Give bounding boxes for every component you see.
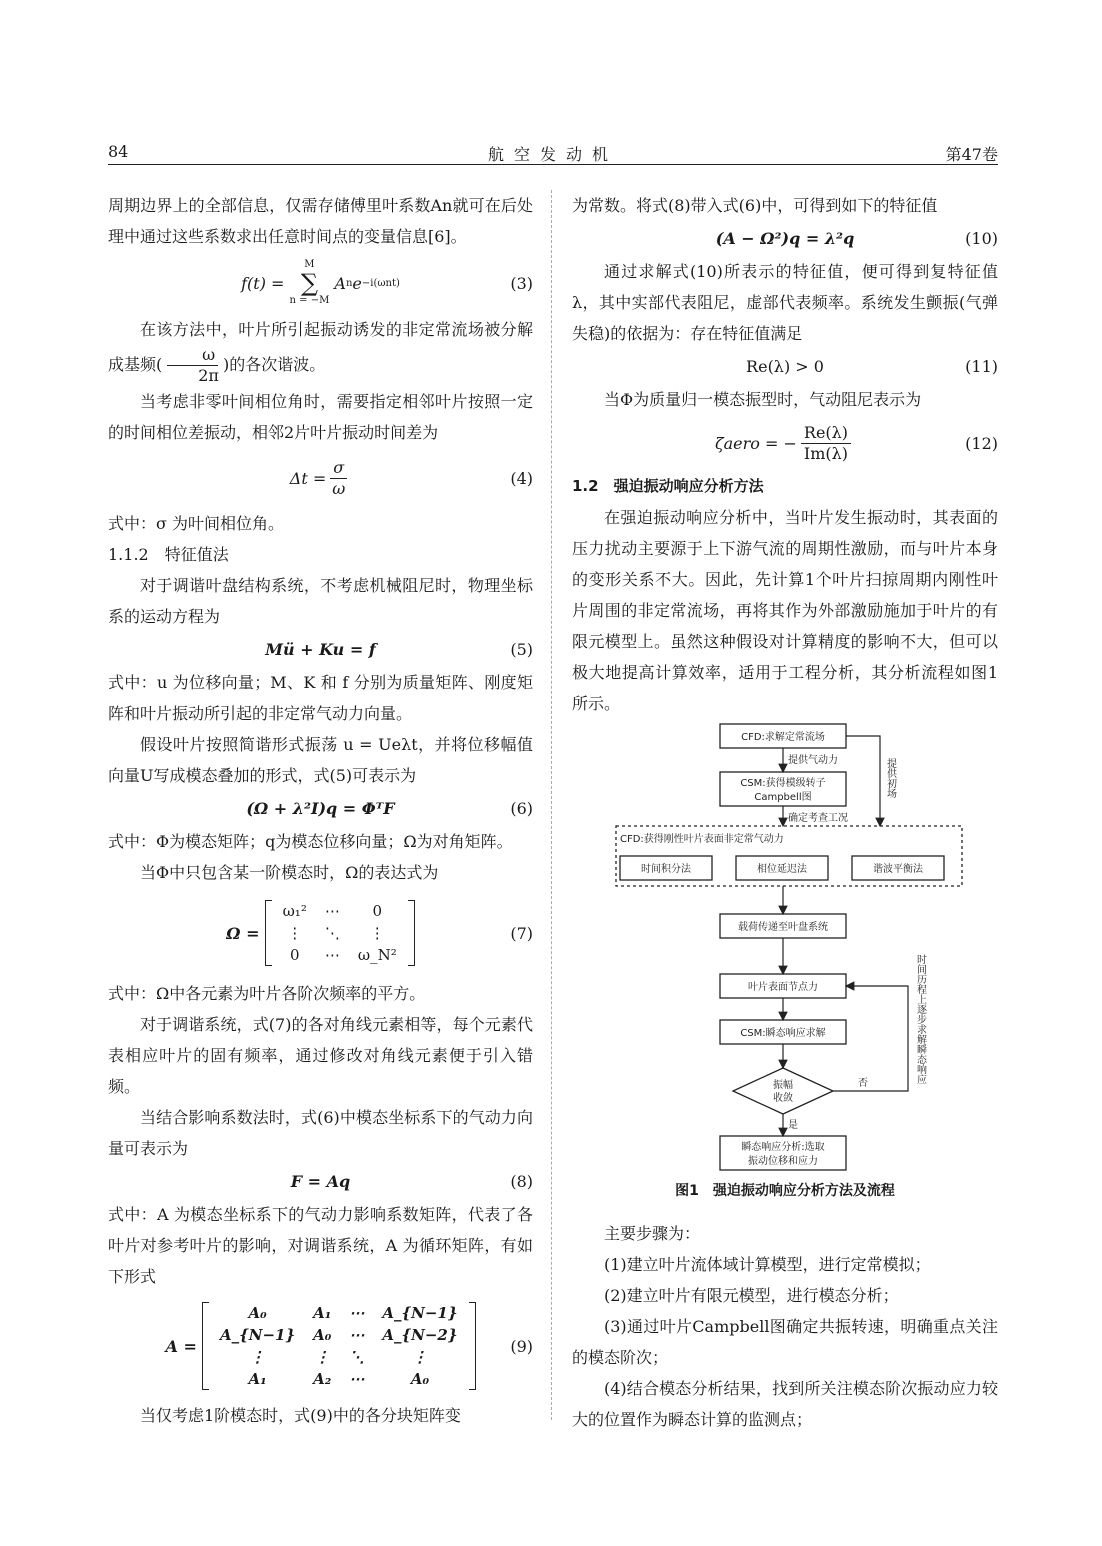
matrix-cell: ⋮: [287, 924, 303, 942]
frac-top: σ: [330, 458, 347, 479]
matrix-cell: A_{N−1}: [382, 1304, 458, 1322]
matrix-cell: A₁: [313, 1304, 332, 1322]
equation-5: [108, 634, 533, 665]
equation-6: [108, 793, 533, 824]
eq3-term: A: [334, 273, 346, 293]
left-column: [108, 190, 533, 1431]
paragraph: 为常数。将式(8)带入式(6)中，可得到如下的特征值: [572, 196, 938, 215]
equation-3: [108, 254, 533, 312]
label-decision-a: 振幅: [773, 1080, 793, 1091]
equation-10: [572, 223, 998, 254]
equation-number: (4): [510, 468, 533, 488]
label-csm-transient: CSM:瞬态响应求解: [740, 1028, 826, 1039]
label-csm: CSM:获得模级转子: [740, 778, 826, 789]
matrix: [265, 900, 415, 966]
equation-number: (7): [510, 923, 533, 943]
paragraph: 主要步骤为：: [604, 1224, 701, 1243]
eq7-lhs: Ω =: [226, 923, 260, 943]
matrix-cell: ω_N²: [357, 946, 397, 964]
matrix-cell: A₁: [248, 1370, 267, 1388]
eq3-lhs: f(t) =: [241, 273, 285, 293]
equation-9: [108, 1294, 533, 1398]
matrix-cell: ⋮: [369, 924, 385, 942]
list-item: (4)结合模态分析结果，找到所关注模态阶次振动应力较大的位置作为瞬态计算的监测点；: [572, 1379, 998, 1429]
label-group: CFD:获得刚性叶片表面非定常气动力: [620, 834, 784, 845]
paragraph: 周期边界上的全部信息，仅需存储傅里叶系数An就可在后处理中通过这些系数求出任意时间点的变量信息[6]。: [108, 196, 533, 246]
sum-symbol: ∑: [300, 269, 318, 297]
matrix-cell: ⋱: [349, 1348, 365, 1366]
label-method-2: 相位延迟法: [757, 864, 807, 875]
label-method-1: 时间积分法: [641, 864, 691, 875]
list-item: (3)通过叶片Campbell图确定共振转速，明确重点关注的模态阶次；: [572, 1317, 998, 1367]
label-initial-field: 提供初场: [884, 758, 896, 798]
section-heading: 1.2 强迫振动响应分析方法: [572, 477, 764, 495]
equation-number: (10): [965, 229, 998, 248]
fraction: [330, 458, 347, 499]
equation-number: (9): [510, 1336, 533, 1356]
matrix-cell: ⋯: [324, 946, 340, 964]
right-column-lower: [572, 1218, 998, 1435]
page-number: 84: [108, 142, 129, 161]
list-item: (1)建立叶片流体域计算模型，进行定常模拟；: [604, 1255, 931, 1274]
matrix: [202, 1302, 476, 1390]
label-result-b: 振动位移和应力: [748, 1156, 818, 1167]
matrix-cell: ⋯: [349, 1370, 365, 1388]
equation-11: [572, 351, 998, 382]
equation-8: [108, 1166, 533, 1197]
paragraph: 在强迫振动响应分析中，当叶片发生振动时，其表面的压力扰动主要源于上下游气流的周期性激励，而与叶片本身的变形关系不大。因此，先计算1个叶片扫掠周期内刚性叶片周围的非定常流场，再将其作为外部激励施加于叶片的有限元模型上。虽然这种假设对计算精度的影响不大，但可以极大地提高计算效率，适用于工程分析，其分析流程如图1所示。: [572, 508, 998, 713]
matrix-cell: A₂: [313, 1370, 332, 1388]
label-method-3: 谐波平衡法: [873, 864, 923, 875]
equation-number: (11): [965, 357, 998, 376]
sum-bottom: n = −M: [289, 295, 330, 306]
paragraph: 假设叶片按照简谐形式振荡 u = Ueλt，并将位移幅值向量U写成模态叠加的形式，式(5)可表示为: [108, 735, 533, 785]
paragraph: 当Φ为质量归一模态振型时，气动阻尼表示为: [604, 390, 922, 409]
edge-label-aero: 提供气动力: [788, 755, 838, 766]
equation-7: [108, 890, 533, 976]
matrix-cell: A_{N−2}: [382, 1326, 458, 1344]
paragraph: 当结合影响系数法时，式(6)中模态坐标系下的气动力向量可表示为: [108, 1108, 533, 1158]
sum-top: M: [304, 259, 315, 270]
section-heading: 1.1.2 特征值法: [108, 545, 229, 564]
edge-label-condition: 确定考查工况: [788, 813, 848, 824]
paragraph: 通过求解式(10)所表示的特征值，便可得到复特征值λ，其中实部代表阻尼，虚部代表频率。系统发生颤振(气弹失稳)的依据为：存在特征值满足: [572, 262, 998, 343]
frac-bottom: 2π: [198, 366, 219, 385]
eq12-lhs: ζaero = −: [714, 433, 797, 453]
label-time-history: 时间历程上逐步求解瞬态响应: [914, 954, 926, 1084]
matrix-cell: A_{N−1}: [219, 1326, 296, 1344]
frac-top: Re(λ): [801, 423, 851, 444]
eq3-e: e: [352, 273, 362, 293]
eq8-body: F = Aq: [290, 1172, 351, 1191]
label-load-transfer: 载荷传递至叶盘系统: [738, 922, 828, 933]
right-column: [572, 190, 998, 719]
equation-number: (6): [510, 799, 533, 818]
paragraph: 式中：A 为模态坐标系下的气动力影响系数矩阵，代表了各叶片对参考叶片的影响，对调谐系统，A 为循环矩阵，有如下形式: [108, 1205, 533, 1286]
figure-caption: 图1 强迫振动响应分析方法及流程: [675, 1183, 895, 1199]
equation-4: [108, 450, 533, 506]
equation-12: [572, 417, 998, 469]
paragraph: 式中：Φ为模态矩阵；q为模态位移向量；Ω为对角矩阵。: [108, 832, 513, 851]
paragraph: 式中：Ω中各元素为叶片各阶次频率的平方。: [108, 984, 426, 1003]
eq11-body: Re(λ) > 0: [746, 357, 824, 376]
matrix-cell: A₀: [248, 1304, 267, 1322]
text-span: )的各次谐波。: [222, 355, 326, 374]
volume-label: 第47卷: [945, 145, 998, 164]
eq10-body: (A − Ω²)q = λ²q: [715, 229, 855, 248]
label-cfd-steady: CFD:求解定常流场: [741, 732, 825, 743]
eq4-lhs: Δt =: [289, 468, 327, 488]
text-span: 在该方法中，叶片所引起振动诱发的非定常流场被分解成基频(: [108, 320, 533, 374]
paragraph: 当考虑非零叶间相位角时，需要指定相邻叶片按照一定的时间相位差振动，相邻2片叶片振动时间差为: [108, 392, 533, 442]
column-separator: [551, 190, 552, 1420]
label-campbell: Campbell图: [754, 792, 812, 803]
equation-number: (5): [510, 640, 533, 659]
label-yes: 是: [788, 1120, 798, 1131]
journal-title: 航空发动机: [487, 145, 618, 164]
fraction: [801, 423, 851, 464]
paragraph: [108, 314, 533, 386]
matrix-cell: 0: [372, 902, 383, 920]
matrix-cell: ⋮: [250, 1348, 266, 1366]
sum-operator: [290, 259, 330, 307]
label-no: 否: [858, 1078, 868, 1089]
frac-top: ω: [167, 345, 218, 366]
matrix-cell: A₀: [410, 1370, 430, 1388]
label-result-a: 瞬态响应分析:选取: [741, 1142, 825, 1153]
equation-number: (12): [965, 433, 998, 453]
paragraph: 对于调谐叶盘结构系统，不考虑机械阻尼时，物理坐标系的运动方程为: [108, 576, 533, 626]
equation-number: (8): [510, 1172, 533, 1191]
fraction: [166, 345, 219, 386]
page-header: [108, 138, 998, 165]
flowchart: [608, 718, 968, 1176]
matrix-cell: ⋯: [349, 1304, 365, 1322]
matrix-cell: ⋱: [324, 924, 340, 942]
frac-bottom: Im(λ): [803, 443, 849, 463]
eq9-lhs: A =: [165, 1336, 197, 1356]
matrix-cell: ω₁²: [282, 902, 307, 920]
matrix-cell: ⋮: [412, 1348, 428, 1366]
matrix-cell: ⋯: [324, 902, 340, 920]
paragraph: 当Φ中只包含某一阶模态时，Ω的表达式为: [140, 863, 439, 882]
paragraph: 式中：u 为位移向量；M、K 和 f 分别为质量矩阵、刚度矩阵和叶片振动所引起的非定常气动力向量。: [108, 673, 533, 723]
equation-number: (3): [510, 273, 533, 293]
decision-converge: [733, 1068, 833, 1114]
eq5-body: Mü + Ku = f: [265, 640, 376, 659]
label-decision-b: 收敛: [773, 1093, 793, 1104]
matrix-cell: A₀: [313, 1326, 332, 1344]
matrix-cell: ⋮: [314, 1348, 330, 1366]
frac-bottom: ω: [332, 478, 346, 498]
matrix-cell: 0: [289, 946, 300, 964]
eq6-body: (Ω + λ²I)q = ΦᵀF: [246, 799, 395, 818]
paragraph: 当仅考虑1阶模态时，式(9)中的各分块矩阵变: [140, 1406, 461, 1425]
paragraph: 式中：σ 为叶间相位角。: [108, 514, 285, 533]
matrix-cell: ⋯: [349, 1326, 365, 1344]
paragraph: 对于调谐系统，式(7)的各对角线元素相等，每个元素代表相应叶片的固有频率，通过修改对角线元素便于引入错频。: [108, 1015, 533, 1096]
eq3-exp: −i(ωnt): [361, 277, 400, 289]
eq3-sub: n: [345, 277, 353, 289]
label-nodal-force: 叶片表面节点力: [748, 982, 818, 993]
list-item: (2)建立叶片有限元模型，进行模态分析；: [604, 1286, 899, 1305]
